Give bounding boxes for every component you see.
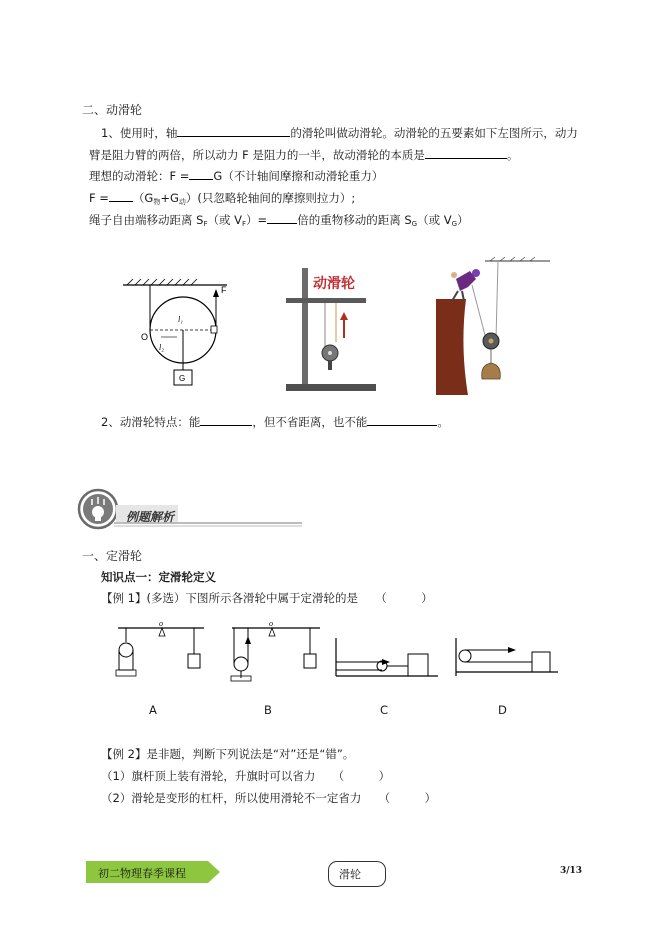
blank-4[interactable] [109,189,133,202]
text: 1、使用时，轴 [101,126,178,140]
text: 臂是阻力臂的两倍，所以动力 F 是阻力的一半，故动滑轮的本质是 [89,148,425,162]
text: 倍的重物移动的距离 S [297,213,412,227]
footer-topic-pill [328,861,386,887]
sub: G [451,220,458,228]
section-title-fixed-pulley: 一、定滑轮 [82,549,143,563]
text: F = [89,191,109,205]
blank-5[interactable] [267,211,297,224]
sub: F [203,220,208,228]
text: 理想的动滑轮：F = [89,169,190,183]
sub: 动 [178,198,186,206]
sub: G [411,220,418,228]
svg-text:o: o [159,620,163,628]
para1-line2 [89,146,518,163]
para2-line [101,413,449,430]
example2-item2: （2）滑轮是变形的杠杆，所以使用滑轮不一定省力 （ ） [101,791,437,805]
label-G: G [179,374,186,383]
example-header-banner [74,487,304,537]
option-label-a: A [149,703,157,717]
text: （或 V [207,213,243,227]
movable-pulley-stand-photo [280,266,380,394]
text: +G [160,191,179,205]
example2-item1: （1）旗杆顶上装有滑轮，升旗时可以省力 （ ） [101,769,391,783]
footer-course-label: 初二物理春季课程 [98,867,186,880]
sub: 物 [153,198,161,206]
text: ） [457,213,469,227]
ideal-line [89,167,383,184]
option-label-d: D [498,703,507,717]
pulley-option-c [332,632,442,682]
text: 。 [437,415,449,429]
label-F: F [221,285,227,295]
text: 的滑轮叫做动滑轮。动滑轮的五要素如下左图所示，动力 [290,126,578,140]
example1-question: 【例 1】(多选）下图所示各滑轮中属于定滑轮的是 （ ） [101,591,433,605]
text: 2、动滑轮特点：能 [101,415,201,429]
text: （或 V [417,213,452,227]
text: G（不计轴间摩擦和动滑轮重力） [213,169,384,183]
option-label-b: B [264,703,272,717]
page-number: 3/13 [560,866,583,876]
sub: F [242,220,247,228]
force-line [89,189,355,207]
rope-line [89,211,469,228]
blank-1[interactable] [177,124,290,137]
para1-line1 [101,124,578,141]
label-O: O [141,332,149,342]
text: 。 [506,148,519,162]
label-l1: l₁ [178,315,184,324]
blank-6[interactable] [200,413,252,426]
blank-3[interactable] [189,167,213,180]
knowledge-point: 知识点一：定滑轮定义 [101,570,216,584]
pulley-option-d [452,632,562,682]
text: ）= [246,213,268,227]
text: （G [132,191,154,205]
option-label-c: C [380,703,389,717]
text: 绳子自由端移动距离 S [89,213,204,227]
text: ，但不省距离，也不能 [252,415,368,429]
section-title-movable-pulley: 二、动滑轮 [82,103,143,117]
example2-question: 【例 2】是非题，判断下列说法是“对”还是“错”。 [101,747,355,761]
blank-7[interactable] [367,413,437,426]
footer-topic-label: 滑轮 [339,868,361,881]
pulley-option-b [226,620,326,682]
pulley-option-a [110,620,210,682]
text: ）(只忽略轮轴间的摩擦则拉力）; [185,191,356,205]
worker-lifting-photo [430,257,550,397]
example-header-title: 例题解析 [126,510,175,524]
blank-2[interactable] [425,146,507,159]
pulley-lever-diagram [115,275,235,393]
label-l2: l₂ [159,343,165,352]
svg-text:o: o [269,620,273,628]
figure-title: 动滑轮 [313,276,355,292]
